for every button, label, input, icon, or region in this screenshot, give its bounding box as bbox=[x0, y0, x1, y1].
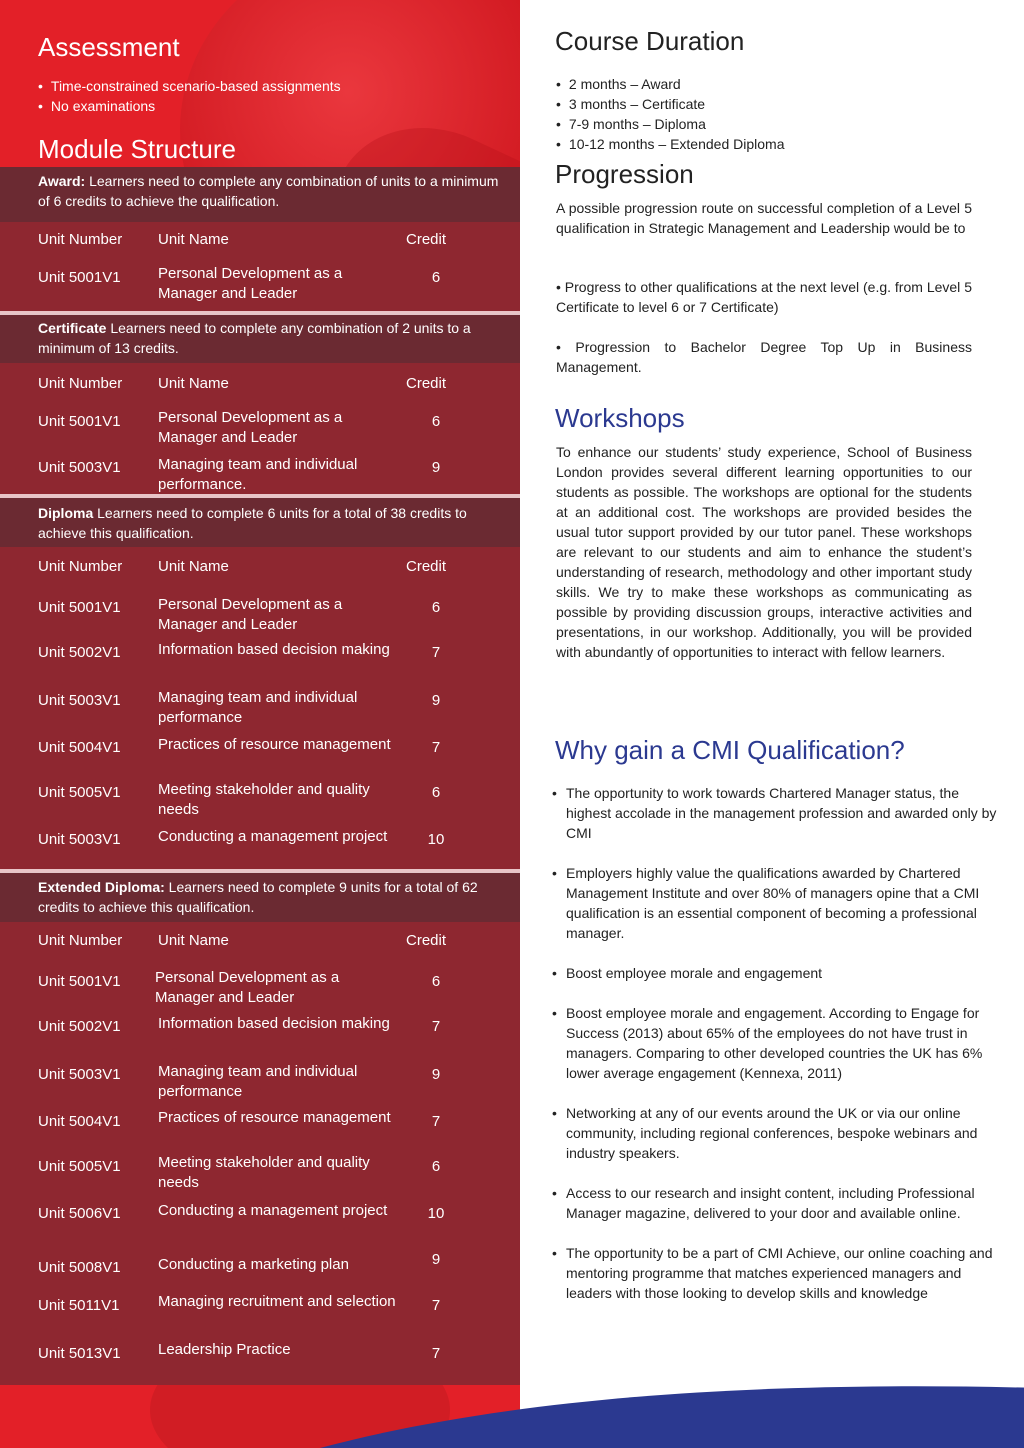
table-row: Leadership Practice bbox=[158, 1341, 291, 1358]
table-row: Unit 5002V1 bbox=[38, 644, 121, 661]
header-unit-name: Unit Name bbox=[158, 231, 229, 248]
workshops-title: Workshops bbox=[555, 403, 685, 433]
table-row: 6 bbox=[431, 784, 441, 801]
award-description bbox=[38, 171, 513, 211]
table-row: 7 bbox=[431, 1297, 441, 1314]
decorative-wave bbox=[320, 1380, 1024, 1448]
list-item: • The opportunity to work towards Chartered Manager status, the highest accolade in the management profession and awarded only by CMI bbox=[552, 783, 1002, 843]
wave-shape bbox=[320, 1386, 1024, 1448]
table-row: 7 bbox=[431, 1345, 441, 1362]
header-credit: Credit bbox=[406, 231, 447, 248]
progression-point: • Progression to Bachelor Degree Top Up in Business Management. bbox=[556, 339, 972, 375]
table-row: Conducting a management project bbox=[158, 828, 388, 845]
table-row: 9 bbox=[431, 1066, 441, 1083]
table-row: Managing team and individual performance bbox=[158, 689, 358, 726]
workshops-text: To enhance our students’ study experience, School of Business London provides several different learning opportunities to our students as possible. The workshops are optional for the students at an additional cost. The workshops are provided besides the usual tutor support provided by our tutor panel. These workshops are relevant to our students and aim to enhance the student’s understanding of research, methodology and other important study skills. We try to make these workshops as communicating as possible by providing discussion groups, interactive activities and presentations, in our workshop. Additionally, you will be provided with abundantly of opportunities to interact with fellow learners. bbox=[556, 444, 972, 660]
table-row: 7 bbox=[431, 739, 441, 756]
table-row: Unit 5005V1 bbox=[38, 784, 121, 801]
table-row: 10 bbox=[427, 1205, 445, 1222]
table-row: 7 bbox=[431, 644, 441, 661]
table-row: 10 bbox=[427, 831, 445, 848]
header-credit: Credit bbox=[406, 558, 447, 575]
table-row: Unit 5002V1 bbox=[38, 1018, 121, 1035]
table-row: Unit 5001V1 bbox=[38, 599, 121, 616]
table-row: 6 bbox=[431, 599, 441, 616]
table-row: 6 bbox=[431, 413, 441, 430]
table-row: 6 bbox=[431, 1158, 441, 1175]
table-row: Personal Development as a Manager and Leader bbox=[155, 969, 340, 1006]
table-row: 9 bbox=[431, 1251, 441, 1268]
header-unit-number: Unit Number bbox=[38, 375, 123, 392]
assessment-title: Assessment bbox=[38, 32, 180, 62]
course-duration-title: Course Duration bbox=[555, 26, 745, 56]
progression-point: • Progress to other qualifications at the next level (e.g. from Level 5 Certificate to level 6 or 7 Certificate) bbox=[556, 279, 972, 315]
table-row: Unit 5003V1 bbox=[38, 459, 121, 476]
divider bbox=[0, 311, 520, 315]
table-row: Unit 5003V1 bbox=[38, 831, 121, 848]
table-row: Unit 5008V1 bbox=[38, 1259, 121, 1276]
module-structure-title: Module Structure bbox=[38, 134, 236, 164]
table-row: Unit 5005V1 bbox=[38, 1158, 121, 1175]
table-row: Unit 5006V1 bbox=[38, 1205, 121, 1222]
table-row: Managing team and individual performance. bbox=[158, 456, 358, 493]
table-row: Practices of resource management bbox=[158, 1109, 391, 1126]
table-row: Meeting stakeholder and quality needs bbox=[158, 781, 370, 818]
table-row: Unit 5003V1 bbox=[38, 1066, 121, 1083]
table-row: Practices of resource management bbox=[158, 736, 391, 753]
table-row: Conducting a management project bbox=[158, 1202, 388, 1219]
list-item: • 10-12 months – Extended Diploma bbox=[556, 134, 784, 154]
table-row: Unit 5001V1 bbox=[38, 973, 121, 990]
table-row: 9 bbox=[431, 459, 441, 476]
extended-description bbox=[38, 877, 513, 917]
table-row: 9 bbox=[431, 692, 441, 709]
assessment-list bbox=[38, 76, 341, 116]
table-row: 7 bbox=[431, 1018, 441, 1035]
table-row: Personal Development as a Manager and Leader bbox=[158, 596, 343, 633]
header-unit-number: Unit Number bbox=[38, 932, 123, 949]
table-row: Unit 5001V1 bbox=[38, 413, 121, 430]
extended-label: Extended Diploma: bbox=[38, 879, 165, 895]
table-row: Unit 5001V1 bbox=[38, 269, 121, 286]
extended-desc: Learners need to complete 9 units for a total of 62 credits to achieve this qualification. bbox=[38, 879, 478, 915]
list-item: • Employers highly value the qualifications awarded by Chartered Management Institute and over 80% of managers opine that a CMI qualification is an essential component of becoming a professional manager. bbox=[552, 863, 1002, 943]
header-unit-number: Unit Number bbox=[38, 231, 123, 248]
award-label: Award: bbox=[38, 173, 86, 189]
divider bbox=[0, 869, 520, 873]
list-item: • 2 months – Award bbox=[556, 74, 784, 94]
award-desc: Learners need to complete any combination of units to a minimum of 6 credits to achieve the qualification. bbox=[38, 173, 499, 209]
why-cmi-title: Why gain a CMI Qualification? bbox=[555, 735, 905, 765]
header-unit-name: Unit Name bbox=[158, 932, 229, 949]
table-row: Information based decision making bbox=[158, 641, 390, 658]
table-row: 6 bbox=[431, 269, 441, 286]
course-duration-list bbox=[556, 74, 784, 154]
list-item: • Boost employee morale and engagement bbox=[552, 963, 1002, 983]
table-row: Unit 5013V1 bbox=[38, 1345, 121, 1362]
list-item: • 3 months – Certificate bbox=[556, 94, 784, 114]
header-unit-number: Unit Number bbox=[38, 558, 123, 575]
diploma-desc: Learners need to complete 6 units for a total of 38 credits to achieve this qualification. bbox=[38, 505, 467, 541]
progression-intro: A possible progression route on successful completion of a Level 5 qualification in Strategic Management and Leadership would be to bbox=[556, 200, 972, 236]
list-item: • No examinations bbox=[38, 96, 341, 116]
list-item: • Access to our research and insight content, including Professional Manager magazine, delivered to your door and available online. bbox=[552, 1183, 1002, 1223]
table-row: 7 bbox=[431, 1113, 441, 1130]
progression-title: Progression bbox=[555, 159, 694, 189]
table-row: Unit 5004V1 bbox=[38, 739, 121, 756]
list-item: • Boost employee morale and engagement. According to Engage for Success (2013) about 65% of the employees do not have trust in managers. Comparing to other developed countries the UK has 6% lower average engagement (Kennexa, 2011) bbox=[552, 1003, 1002, 1083]
certificate-desc: Learners need to complete any combination of 2 units to a minimum of 13 credits. bbox=[38, 320, 471, 356]
list-item: • 7-9 months – Diploma bbox=[556, 114, 784, 134]
header-credit: Credit bbox=[406, 375, 447, 392]
table-row: Unit 5003V1 bbox=[38, 692, 121, 709]
table-row: Personal Development as a Manager and Leader bbox=[158, 409, 343, 446]
table-row: 6 bbox=[431, 973, 441, 990]
why-cmi-list bbox=[552, 783, 1002, 1323]
header-unit-name: Unit Name bbox=[158, 375, 229, 392]
certificate-description bbox=[38, 318, 513, 358]
table-row: Conducting a marketing plan bbox=[158, 1256, 349, 1273]
list-item: • The opportunity to be a part of CMI Achieve, our online coaching and mentoring programme that matches experienced managers and leaders with those looking to develop skills and knowledge bbox=[552, 1243, 1002, 1303]
table-row: Personal Development as a Manager and Leader bbox=[158, 265, 343, 302]
list-item: • Networking at any of our events around the UK or via our online community, including regional conferences, bespoke webinars and industry speakers. bbox=[552, 1103, 1002, 1163]
diploma-description bbox=[38, 503, 513, 543]
table-row: Managing team and individual performance bbox=[158, 1063, 358, 1100]
list-item: • Time-constrained scenario-based assignments bbox=[38, 76, 341, 96]
table-row: Managing recruitment and selection bbox=[158, 1293, 396, 1310]
table-row: Unit 5011V1 bbox=[38, 1297, 120, 1314]
table-row: Information based decision making bbox=[158, 1015, 390, 1032]
diploma-label: Diploma bbox=[38, 505, 94, 521]
table-row: Meeting stakeholder and quality needs bbox=[158, 1154, 370, 1191]
header-credit: Credit bbox=[406, 932, 447, 949]
header-unit-name: Unit Name bbox=[158, 558, 229, 575]
certificate-label: Certificate bbox=[38, 320, 107, 336]
table-row: Unit 5004V1 bbox=[38, 1113, 121, 1130]
